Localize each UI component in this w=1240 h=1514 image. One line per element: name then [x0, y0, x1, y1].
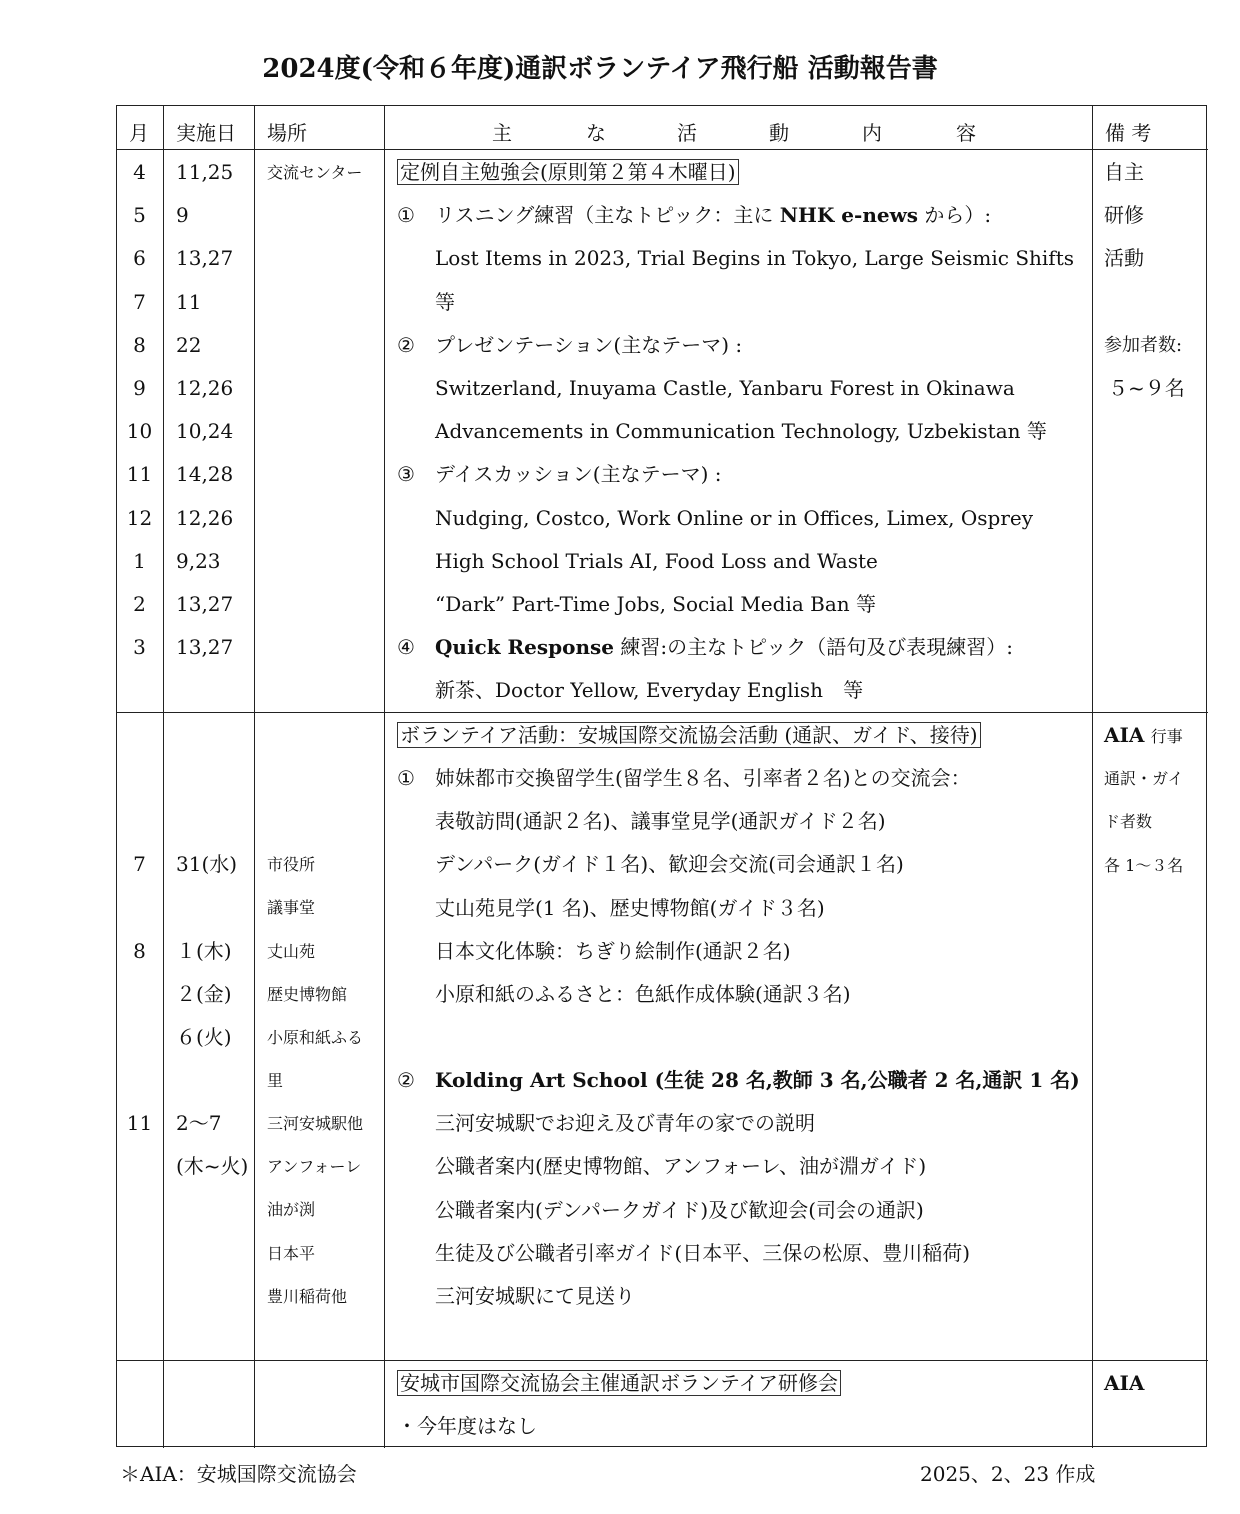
section3-content: [397, 1362, 841, 1448]
remark-line: 行事: [1150, 727, 1183, 746]
section1-dates: [176, 151, 233, 669]
header-content-4: 動: [769, 121, 789, 145]
event2-month: 11: [126, 1111, 153, 1135]
item-number: ②: [397, 332, 415, 357]
event2-content: [397, 1059, 1080, 1318]
place-cell: 三河安城駅他: [267, 1114, 364, 1133]
date-cell: 9: [176, 203, 189, 228]
remark-line: 研修: [1104, 203, 1144, 228]
item-text: “Dark” Part-Time Jobs, Social Media Ban 等: [435, 591, 876, 616]
date-cell: (木~火): [176, 1154, 249, 1179]
item-text: 三河安城駅にて見送り: [435, 1283, 635, 1308]
remark-line: 自主: [1104, 160, 1144, 184]
item-number: ③: [397, 462, 415, 487]
month-cell: 4: [133, 160, 146, 184]
remark-bold: AIA: [1104, 723, 1145, 747]
header-date: 実施日: [176, 121, 236, 145]
section3-line: ・今年度はなし: [397, 1414, 537, 1439]
item-text: Nudging, Costco, Work Online or in Offices, Limex, Osprey: [435, 505, 1034, 530]
item-bold: Kolding Art School: [435, 1068, 648, 1092]
place-cell: 油が渕: [267, 1200, 316, 1220]
event1-dates: [176, 800, 237, 1059]
month-cell: 1: [133, 548, 146, 573]
date-cell: 9,23: [176, 548, 221, 573]
item-text: Lost Items in 2023, Trial Begins in Tokyo, Large Seismic Shifts: [435, 246, 1074, 271]
event1-months: [116, 800, 163, 973]
header-content-3: 活: [677, 121, 697, 145]
item-text: 姉妹都市交換留学生(留学生８名、引率者２名)との交流会：: [435, 766, 971, 790]
item-text: 新茶、Doctor Yellow, Everyday English 等: [435, 678, 864, 703]
remark-line: ５~９名: [1108, 375, 1185, 400]
month-cell: 12: [126, 505, 153, 530]
date-cell: 12,26: [176, 505, 234, 530]
date-cell: ２(金): [176, 981, 232, 1006]
section1-remarks: [1104, 151, 1185, 410]
item-text: 小原和紙のふるさと：色紙作成体験(通訳３名): [435, 981, 851, 1006]
month-cell: 3: [133, 635, 146, 660]
date-cell: 10,24: [176, 419, 234, 444]
section2-remarks: [1104, 714, 1184, 887]
date-cell: 13,27: [176, 635, 234, 660]
month-cell: 5: [133, 203, 146, 228]
item-text: 三河安城駅でお迎え及び青年の家での説明: [435, 1111, 815, 1136]
date-cell: ６(火): [176, 1024, 232, 1049]
date-cell: 11: [176, 289, 202, 314]
place-cell: 日本平: [267, 1243, 316, 1263]
month-cell: 2: [133, 591, 146, 616]
item-text: 丈山苑見学(1 名)、歴史博物館(ガイド３名): [435, 895, 825, 920]
month-cell: 7: [133, 289, 146, 314]
item-text: Advancements in Communication Technology, Uzbekistan 等: [435, 419, 1047, 444]
date-cell: 11,25: [176, 160, 234, 184]
date-cell: 14,28: [176, 462, 234, 487]
date-cell: 12,26: [176, 375, 234, 400]
item-text: から）:: [918, 203, 992, 228]
month-cell: 6: [133, 246, 146, 271]
date-cell: 13,27: [176, 591, 234, 616]
item-text: 生徒及び公職者引率ガイド(日本平、三保の松原、豊川稲荷): [435, 1240, 971, 1265]
event1-content: [397, 757, 971, 1016]
month-cell: 8: [133, 938, 146, 963]
section1-place: 交流センター: [267, 163, 363, 182]
date-cell: １(木): [176, 938, 232, 963]
footer-date: 2025、2、23 作成: [920, 1462, 1096, 1486]
place-cell: 里: [267, 1071, 284, 1091]
item-text: 等: [435, 289, 455, 314]
place-cell: 歴史博物館: [267, 984, 348, 1004]
month-cell: 8: [133, 332, 146, 357]
item-number: ②: [397, 1068, 415, 1092]
item-text: (生徒 28 名,教師 3 名,公職者 2 名,通訳 1 名): [647, 1068, 1080, 1092]
date-cell: 22: [176, 332, 202, 357]
header-place: 場所: [267, 121, 307, 145]
month-cell: 11: [126, 462, 153, 487]
remark-line: 通訳・ガイ: [1104, 769, 1184, 789]
month-cell: 10: [126, 419, 153, 444]
remark-line: 参加者数:: [1104, 334, 1183, 356]
document-title: 2024度(令和６年度)通訳ボランテイア飛行船 活動報告書: [262, 54, 938, 84]
place-cell: 豊川稲荷他: [267, 1286, 348, 1306]
item-number: ①: [397, 766, 415, 790]
header-content-5: 内: [862, 121, 882, 145]
place-cell: 丈山苑: [267, 941, 316, 961]
date-cell: 2～7: [176, 1111, 222, 1135]
section2-heading: ボランテイア活動：安城国際交流協会活動 (通訳、ガイド、接待): [397, 722, 981, 748]
date-cell: 31(水): [176, 852, 238, 877]
remark-line: [1104, 281, 1185, 324]
date-cell: 13,27: [176, 246, 234, 271]
item-text: 日本文化体験：ちぎり絵制作(通訳２名): [435, 938, 791, 963]
section3-remarks: [1104, 1362, 1144, 1405]
place-cell: アンフォーレ: [267, 1157, 362, 1177]
item-bold: Quick Response: [435, 635, 615, 660]
item-bold: NHK e-news: [779, 203, 919, 228]
event2-places: [267, 1102, 363, 1318]
item-text: Switzerland, Inuyama Castle, Yanbaru Forest in Okinawa: [435, 375, 1015, 400]
item-text: 表敬訪問(通訳２名)、議事堂見学(通訳ガイド２名): [435, 809, 886, 834]
item-text: プレゼンテーション(主なテーマ) :: [435, 332, 743, 357]
header-month: 月: [129, 121, 149, 145]
header-remarks: 備 考: [1105, 121, 1152, 145]
remark-line: 活動: [1104, 246, 1144, 271]
footer-note: ＊AIA：安城国際交流協会: [120, 1462, 357, 1486]
section1-months: [116, 151, 163, 669]
section1-content: [397, 151, 1074, 712]
activity-table: [116, 105, 1208, 1448]
item-number: ①: [397, 203, 415, 228]
header-content-2: な: [586, 121, 606, 145]
remark-line: ド者数: [1104, 812, 1153, 832]
remark-line: 各 1～３名: [1104, 855, 1184, 875]
place-cell: 小原和紙ふる: [267, 1027, 364, 1047]
section1-heading: 定例自主勉強会(原則第２第４木曜日): [397, 159, 739, 185]
place-cell: 議事堂: [267, 898, 316, 918]
item-text: 練習:の主なトピック（語句及び表現練習）:: [614, 635, 1014, 660]
month-cell: 7: [133, 852, 146, 877]
section2-heading-row: [397, 714, 981, 757]
item-text: デンパーク(ガイド１名)、歓迎会交流(司会通訳１名): [435, 852, 904, 877]
event1-places: [267, 800, 363, 1102]
item-text: 公職者案内(デンパークガイド)及び歓迎会(司会の通訳): [435, 1197, 924, 1222]
header-content-6: 容: [956, 121, 976, 145]
item-text: 公職者案内(歴史博物館、アンフォーレ、油が淵ガイド): [435, 1154, 927, 1179]
item-text: リスニング練習（主なトピック：主に: [435, 203, 780, 228]
month-cell: 9: [133, 375, 146, 400]
item-number: ④: [397, 635, 415, 660]
remark-bold: AIA: [1104, 1371, 1145, 1395]
place-cell: 市役所: [267, 855, 316, 875]
event2-dates: [176, 1102, 248, 1188]
header-content-1: 主: [492, 121, 512, 145]
item-text: High School Trials AI, Food Loss and Waste: [435, 548, 878, 573]
section3-heading: 安城市国際交流協会主催通訳ボランテイア研修会: [397, 1370, 841, 1396]
item-text: デイスカッション(主なテーマ) :: [435, 462, 722, 487]
